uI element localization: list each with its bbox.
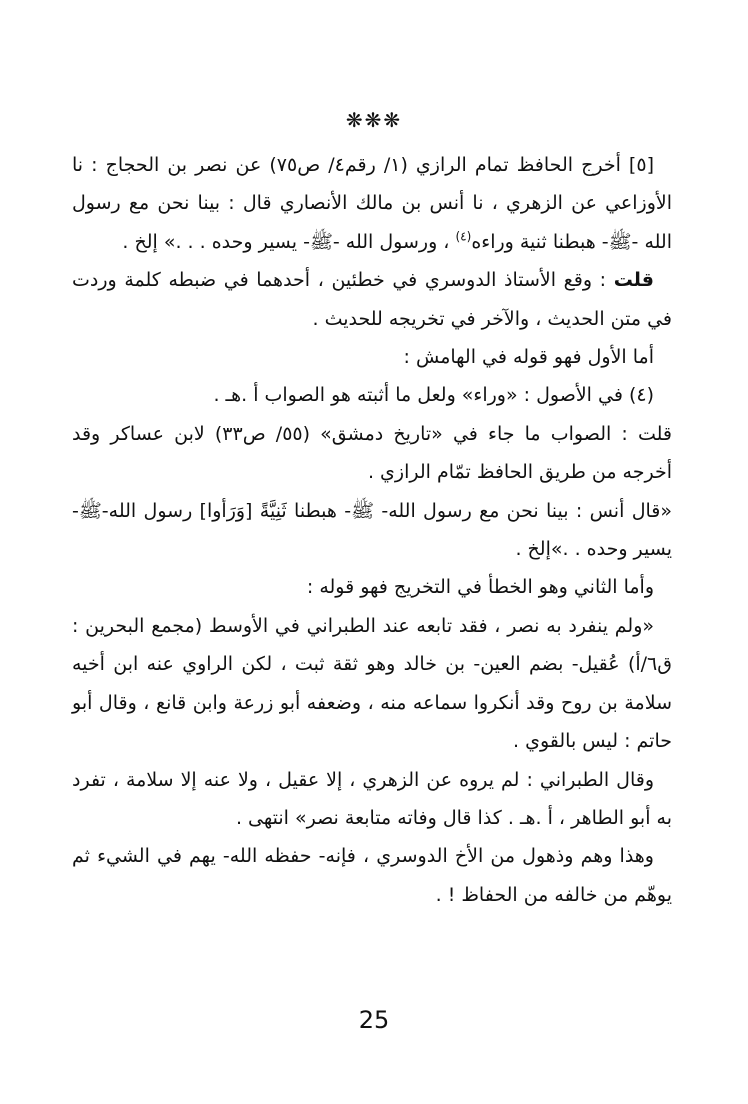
paragraph-correction: قلت : الصواب ما جاء في «تاريخ دمشق» (٥٥/ ص٣٣) لابن عساكر وقد أخرجه من طريق الحافظ تمّام الرازي . — [72, 422, 672, 484]
section-ornament: ❋❋❋ — [345, 108, 403, 132]
paragraph-text: : وقع الأستاذ الدوسري في خطئين ، أحدهما في ضبطه كلمة وردت في متن الحديث ، والآخر في تخريجه للحديث . — [72, 269, 672, 330]
footnote-ref: (٤) — [455, 229, 472, 244]
paragraph-text-tail: ، ورسول الله -ﷺ- يسير وحده . . .» إلخ . — [122, 230, 456, 253]
paragraph-lead-word: قلت — [613, 269, 654, 292]
page-body — [72, 146, 672, 914]
paragraph-conclusion: وهذا وهم وذهول من الأخ الدوسري ، فإنه- حفظه الله- يهم في الشيء ثم يوهّم من خالفه من الحفاظ ! . — [72, 845, 672, 906]
paragraph-tabarani-statement: وقال الطبراني : لم يروه عن الزهري ، إلا عقيل ، ولا عنه إلا سلامة ، تفرد به أبو الطاهر ، أ .هـ . كذا قال وفاته متابعة نصر» انتهى . — [72, 768, 672, 829]
paragraph-footnote-quote: (٤) في الأصول : «وراء» ولعل ما أثبته هو الصواب أ .هـ . — [213, 384, 654, 407]
paragraph-anas-quote: «قال أنس : بينا نحن مع رسول الله- ﷺ- هبطنا ثَنِيَّةً [وَرَأوا] رسول الله-ﷺ- يسير وحده . .»إلخ . — [72, 499, 672, 561]
paragraph-first-error: أما الأول فهو قوله في الهامش : — [403, 346, 654, 369]
paragraph-hadith-5 — [72, 146, 672, 261]
paragraph-qultu — [72, 261, 672, 338]
paragraph-tabarani-quote: «ولم ينفرد به نصر ، فقد تابعه عند الطبراني في الأوسط (مجمع البحرين : ق٦/أ) عُقيل- بضم العين- بن خالد وهو ثقة ثبت ، لكن الراوي عنه ابن أخيه سلامة بن روح وقد أنكروا سماعه منه ، وضعفه أبو زرعة وابن قانع ، وقال أبو حاتم : ليس بالقوي . — [72, 614, 672, 753]
paragraph-second-error: وأما الثاني وهو الخطأ في التخريج فهو قوله : — [306, 576, 654, 599]
paragraph-text: [٥] أخرج الحافظ تمام الرازي (١/ رقم٤/ ص٧٥) عن نصر بن الحجاج : نا الأوزاعي عن الزهري ، نا أنس بن مالك الأنصاري قال : بينا نحن مع رسول الله -ﷺ- هبطنا ثنية وراءه — [72, 154, 672, 253]
page-number: 25 — [358, 1006, 390, 1034]
